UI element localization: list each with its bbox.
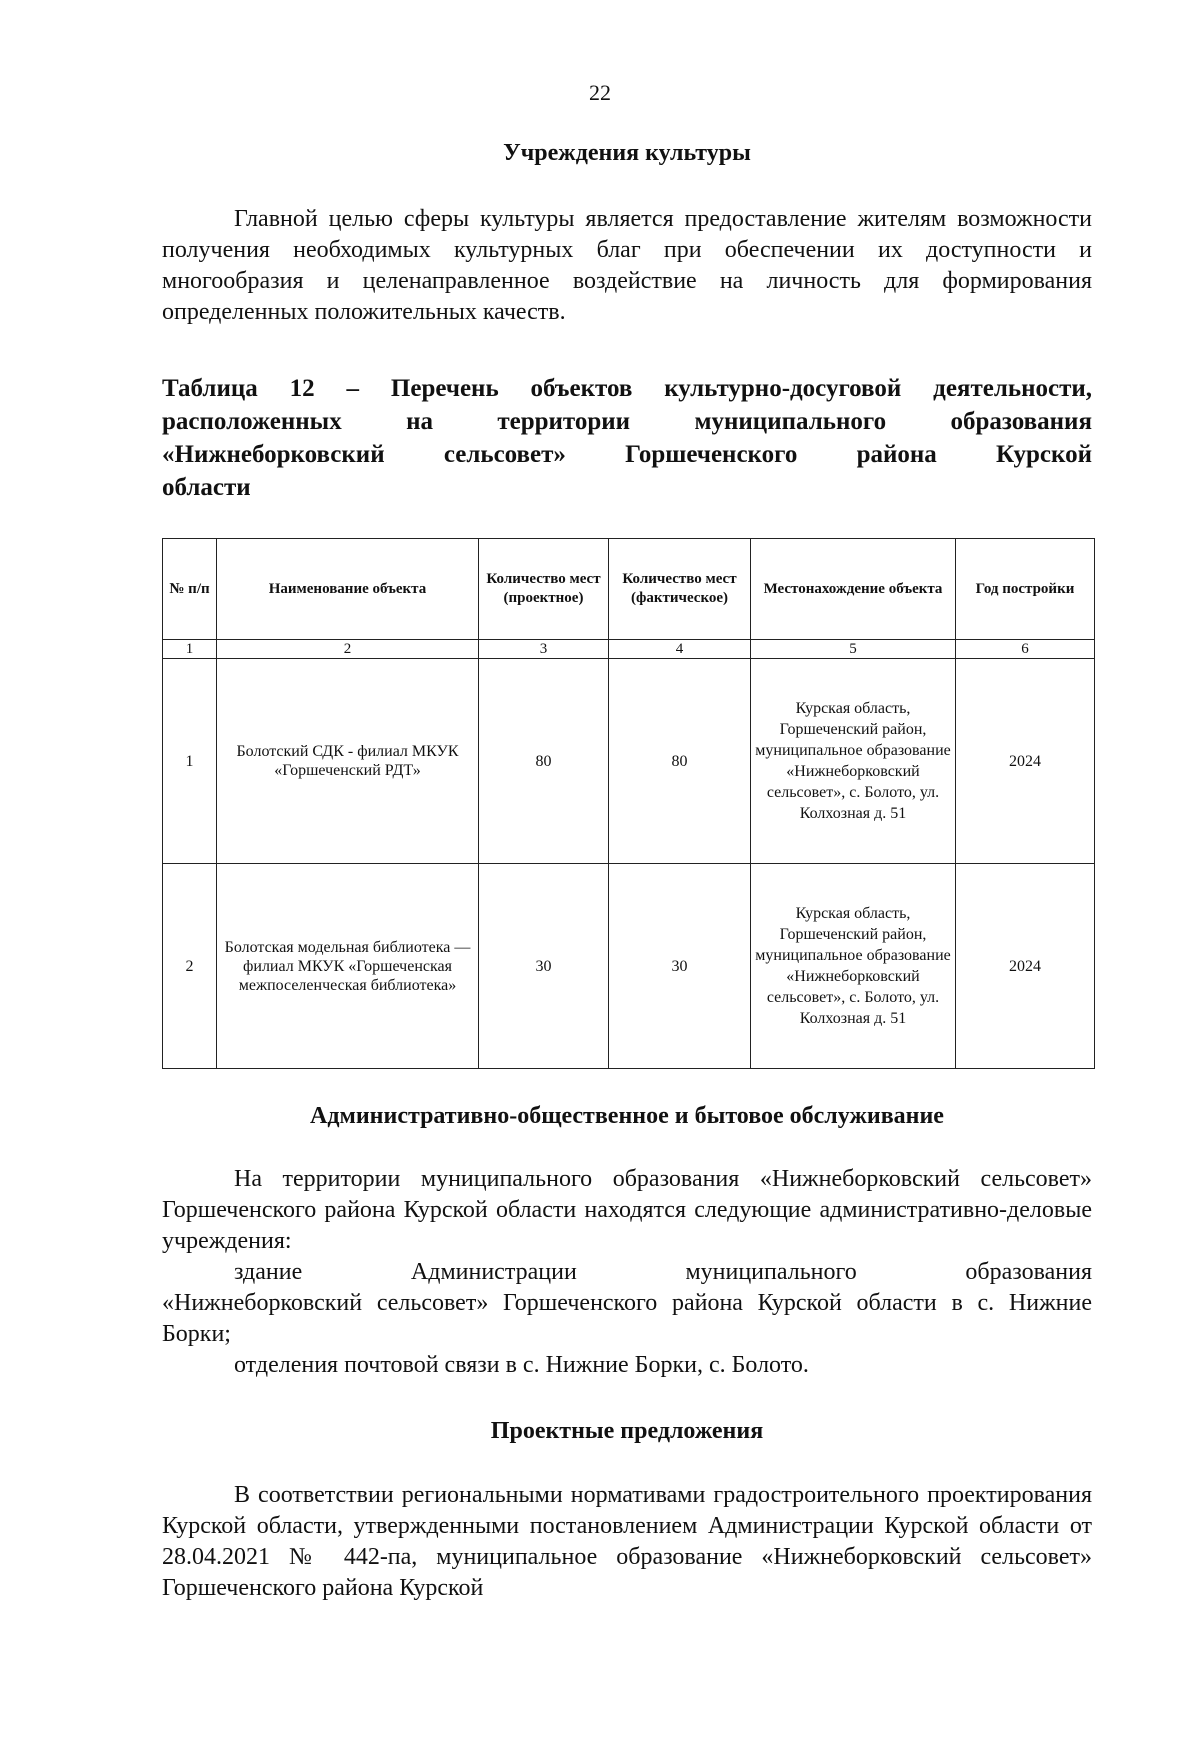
cell-name: Болотская модельная библиотека — филиал МКУК «Горшеченская межпоселенческая библиотека»: [217, 864, 479, 1069]
paragraph-admin: На территории муниципального образования «Нижнеборковский сельсовет» Горшеченского района Курской области находятся следующие административно-деловые учреждения:: [162, 1166, 1092, 1254]
col-header-number: № п/п: [163, 539, 217, 640]
cell-seats-design: 80: [479, 659, 609, 864]
culture-objects-table: [162, 538, 1095, 1069]
col-header-name: Наименование объекта: [217, 539, 479, 640]
heading-proposals: Проектные предложения: [490, 1418, 764, 1444]
column-number: 6: [956, 640, 1095, 659]
table-column-numbers-row: [163, 640, 1095, 659]
cell-location: Курская область, Горшеченский район, муниципальное образование «Нижнеборковский сельсовет», с. Болото, ул. Колхозная д. 51: [751, 864, 956, 1069]
cell-name: Болотский СДК - филиал МКУК «Горшеченский РДТ»: [217, 659, 479, 864]
col-header-location: Местонахождение объекта: [751, 539, 956, 640]
heading-culture: Учреждения культуры: [503, 140, 751, 166]
column-number: 4: [609, 640, 751, 659]
list-item-post-offices: отделения почтовой связи в с. Нижние Борки, с. Болото.: [234, 1352, 809, 1378]
column-number: 2: [217, 640, 479, 659]
column-number: 1: [163, 640, 217, 659]
paragraph-proposals: В соответствии региональными нормативами градостроительного проектирования Курской области, утвержденными постановлением Администрации Курской области от 28.04.2021 № 442-па, муниципальное образование «Нижнеборковский сельсовет» Горшеченского района Курской: [162, 1482, 1092, 1601]
table-row: [163, 864, 1095, 1069]
table-caption-line: Таблица 12 – Перечень объектов культурно-досуговой деятельности,: [162, 375, 1092, 402]
cell-seats-actual: 30: [609, 864, 751, 1069]
cell-seats-design: 30: [479, 864, 609, 1069]
table-caption-line: области: [162, 474, 251, 501]
page-number: 22: [589, 80, 611, 105]
list-item-admin-building: [162, 1257, 1092, 1350]
column-number: 3: [479, 640, 609, 659]
paragraph-culture: Главной целью сферы культуры является предоставление жителям возможности получения необходимых культурных благ при обеспечении их доступности и многообразия и целенаправленное воздействие на личность для формирования определенных положительных качеств.: [162, 206, 1092, 325]
table-header-row: [163, 539, 1095, 640]
cell-year: 2024: [956, 659, 1095, 864]
cell-number: 1: [163, 659, 217, 864]
table-row: [163, 659, 1095, 864]
cell-location: Курская область, Горшеченский район, муниципальное образование «Нижнеборковский сельсовет», с. Болото, ул. Колхозная д. 51: [751, 659, 956, 864]
col-header-seats-actual: Количество мест (фактическое): [609, 539, 751, 640]
table-caption: [162, 372, 1092, 504]
cell-number: 2: [163, 864, 217, 1069]
col-header-year: Год постройки: [956, 539, 1095, 640]
cell-seats-actual: 80: [609, 659, 751, 864]
column-number: 5: [751, 640, 956, 659]
col-header-seats-design: Количество мест (проектное): [479, 539, 609, 640]
heading-admin: Административно-общественное и бытовое обслуживание: [310, 1103, 944, 1129]
table-caption-line: расположенных на территории муниципального образования: [162, 408, 1092, 435]
list-item-line: здание Администрации муниципального образования: [234, 1259, 1092, 1285]
cell-year: 2024: [956, 864, 1095, 1069]
table-caption-line: «Нижнеборковский сельсовет» Горшеченского района Курской: [162, 441, 1092, 468]
list-item-line: «Нижнеборковский сельсовет» Горшеченского района Курской области в с. Нижние Борки;: [162, 1290, 1092, 1347]
